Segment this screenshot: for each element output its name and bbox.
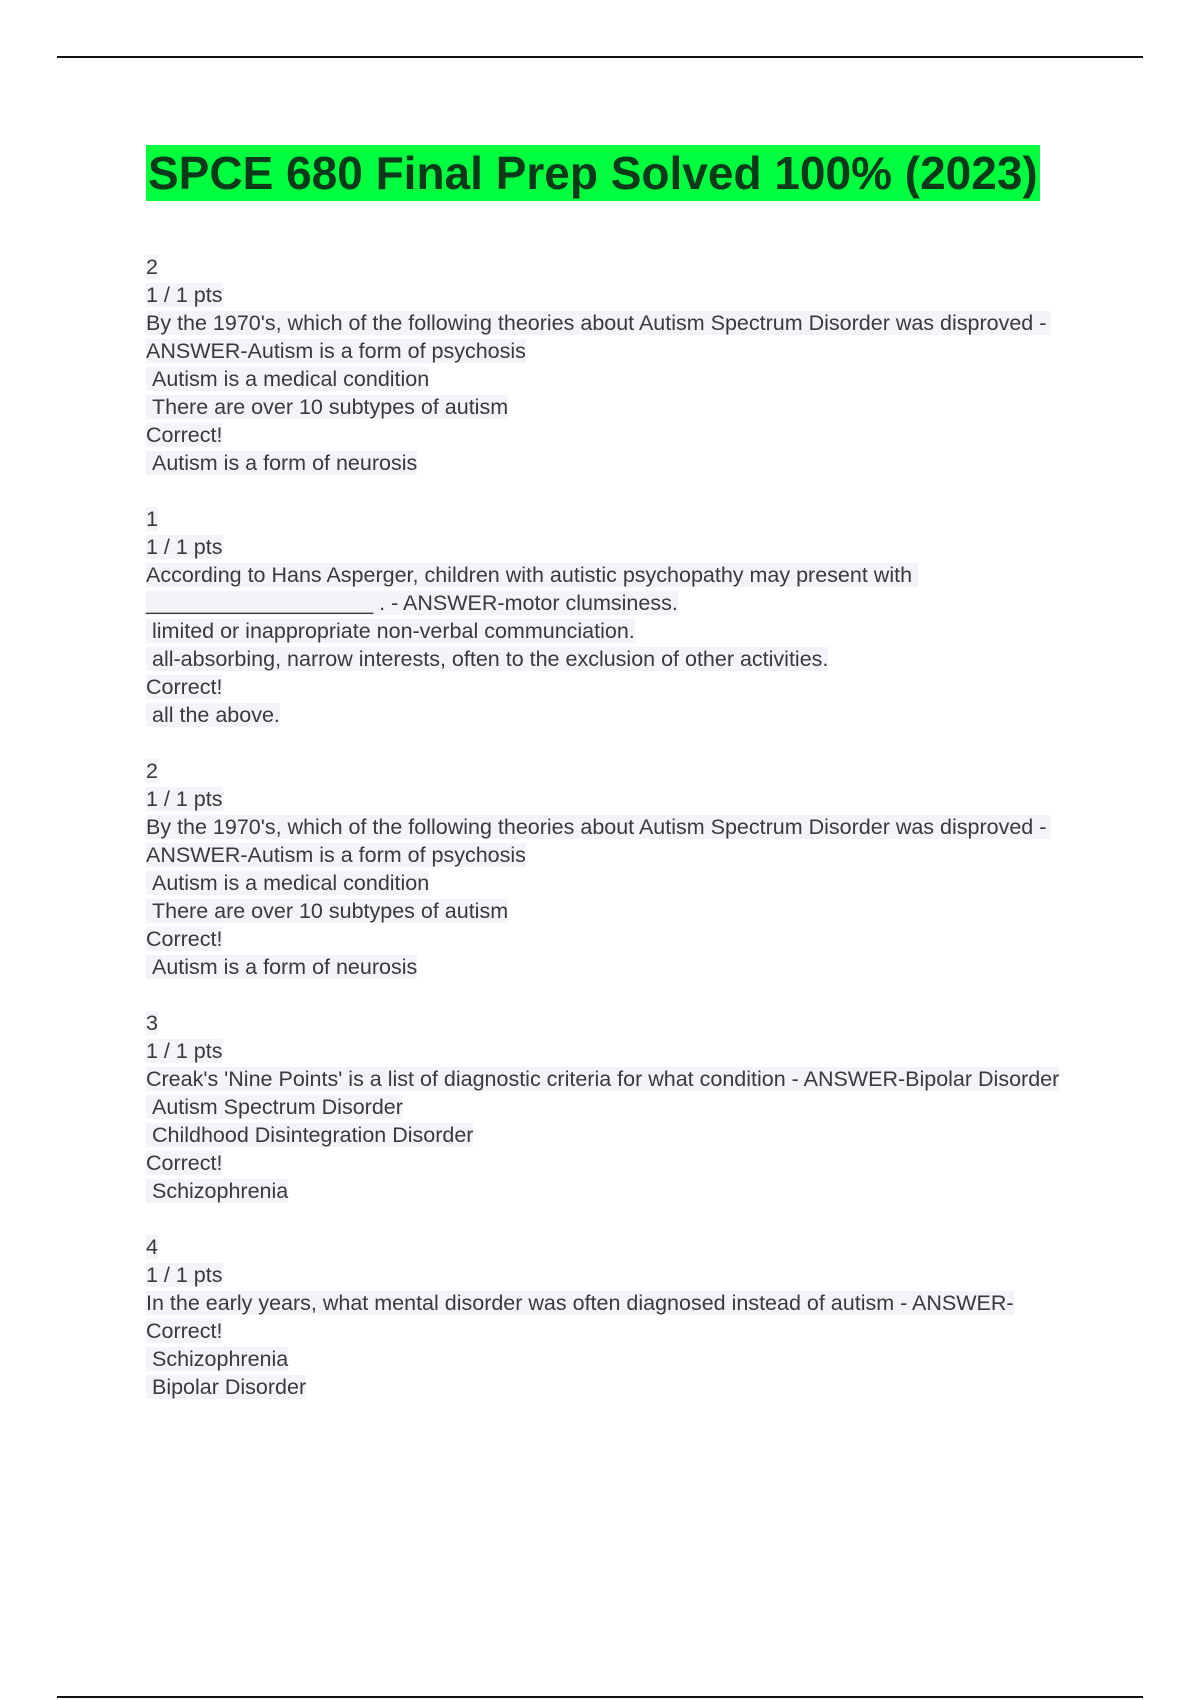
question-points: 1 / 1 pts — [146, 1039, 223, 1063]
correct-marker: Correct! — [146, 675, 223, 699]
question-number: 3 — [146, 1011, 158, 1035]
answer-option: Bipolar Disorder — [146, 1375, 307, 1399]
question-number: 2 — [146, 255, 158, 279]
document-title: SPCE 680 Final Prep Solved 100% (2023) — [148, 147, 1038, 199]
question-number: 1 — [146, 507, 158, 531]
question-block — [146, 757, 1086, 981]
answer-option: Autism is a form of neurosis — [146, 451, 418, 475]
question-points: 1 / 1 pts — [146, 1263, 223, 1287]
answer-option: all-absorbing, narrow interests, often to the exclusion of other activities. — [146, 647, 829, 671]
answer-option: Childhood Disintegration Disorder — [146, 1123, 474, 1147]
question-points: 1 / 1 pts — [146, 535, 223, 559]
correct-marker: Correct! — [146, 1151, 223, 1175]
answer-option: Autism Spectrum Disorder — [146, 1095, 403, 1119]
title-block — [146, 145, 1086, 201]
answer-option: all the above. — [146, 703, 280, 727]
document-body — [146, 145, 1086, 1429]
question-block — [146, 505, 1086, 729]
question-points: 1 / 1 pts — [146, 787, 223, 811]
question-block — [146, 253, 1086, 477]
correct-marker: Correct! — [146, 423, 223, 447]
answer-option: Autism is a form of neurosis — [146, 955, 418, 979]
correct-marker: Correct! — [146, 927, 223, 951]
top-rule — [57, 56, 1143, 58]
question-block — [146, 1009, 1086, 1205]
question-prompt: By the 1970's, which of the following theories about Autism Spectrum Disorder was disproved - ANSWER-Autism is a form of psychosis — [146, 311, 1052, 363]
answer-option: Autism is a medical condition — [146, 871, 430, 895]
answer-option: Schizophrenia — [146, 1347, 289, 1371]
answer-option: Schizophrenia — [146, 1179, 289, 1203]
question-points: 1 / 1 pts — [146, 283, 223, 307]
question-prompt: By the 1970's, which of the following theories about Autism Spectrum Disorder was disproved - ANSWER-Autism is a form of psychosis — [146, 815, 1052, 867]
answer-option: There are over 10 subtypes of autism — [146, 899, 509, 923]
question-number: 2 — [146, 759, 158, 783]
bottom-rule — [57, 1696, 1143, 1698]
question-prompt: Creak's 'Nine Points' is a list of diagnostic criteria for what condition - ANSWER-Bipolar Disorder — [146, 1067, 1060, 1091]
question-block — [146, 1233, 1086, 1401]
question-prompt: According to Hans Asperger, children with autistic psychopathy may present with ___________________ . - ANSWER-motor clumsiness. — [146, 563, 919, 615]
question-number: 4 — [146, 1235, 158, 1259]
question-prompt: In the early years, what mental disorder was often diagnosed instead of autism - ANSWER-Correct! — [146, 1291, 1014, 1343]
answer-option: Autism is a medical condition — [146, 367, 430, 391]
answer-option: There are over 10 subtypes of autism — [146, 395, 509, 419]
answer-option: limited or inappropriate non-verbal communciation. — [146, 619, 635, 643]
